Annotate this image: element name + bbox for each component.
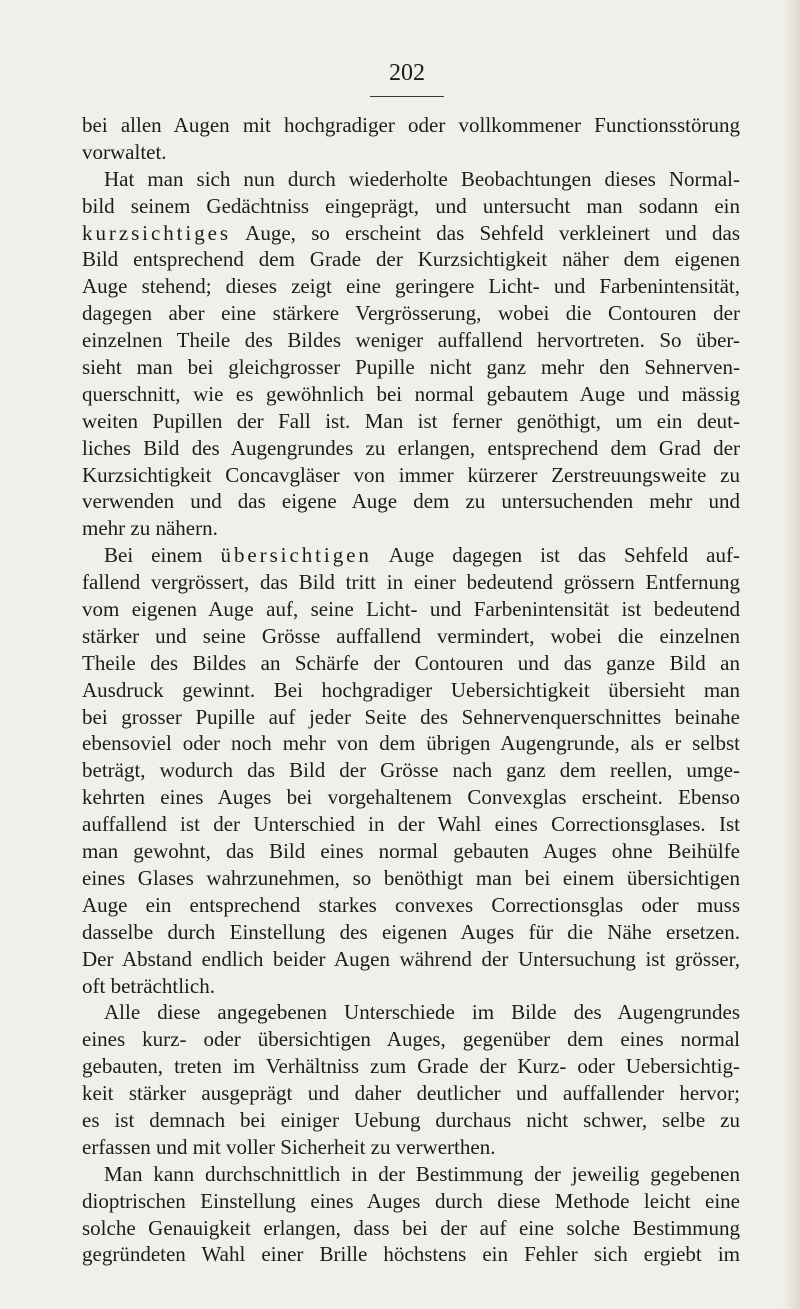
text-line: dasselbe durch Einstellung des eigenen Auges für die Nähe ersetzen. — [82, 919, 740, 944]
text-line: man gewohnt, das Bild eines normal gebauten Auges ohne Beihülfe — [82, 839, 740, 864]
text-line: stärker und seine Grösse auffallend vermindert, wobei die einzelnen — [82, 623, 740, 648]
paragraph — [82, 999, 740, 1160]
text-line: solche Genauigkeit erlangen, dass bei der auf eine solche Bestimmung — [82, 1215, 740, 1240]
page-number: 202 — [389, 60, 425, 86]
text-line: dioptrischen Einstellung eines Auges durch diese Methode leicht eine — [82, 1188, 740, 1213]
text-line: Kurzsichtigkeit Concavgläser von immer kürzerer Zerstreuungsweite zu — [82, 462, 740, 487]
text-line: eines Glases wahrzunehmen, so benöthigt man bei einem übersichtigen — [82, 865, 740, 890]
text-run: Bei einem — [104, 543, 221, 568]
body-text — [82, 112, 740, 1268]
emphasized-term: kurzsichtiges — [82, 220, 232, 245]
text-line: Theile des Bildes an Schärfe der Contouren und das ganze Bild an — [82, 650, 740, 675]
text-line — [82, 542, 740, 569]
page-number-rule — [370, 96, 444, 97]
text-line: Bild entsprechend dem Grade der Kurzsichtigkeit näher dem eigenen — [82, 247, 740, 272]
text-line: eines kurz- oder übersichtigen Auges, gegenüber dem eines normal — [82, 1027, 740, 1052]
text-line: fallend vergrössert, das Bild tritt in einer bedeutend grössern Entfernung — [82, 570, 740, 595]
text-line: bild seinem Gedächtniss eingeprägt, und untersucht man sodann ein — [82, 193, 740, 218]
text-line: bei allen Augen mit hochgradiger oder vollkommener Functionsstörung — [82, 113, 740, 137]
text-line: Der Abstand endlich beider Augen während der Untersuchung ist grösser, — [82, 946, 740, 971]
text-line: auffallend ist der Unterschied in der Wahl eines Correctionsglases. Ist — [82, 812, 740, 837]
text-line: keit stärker ausgeprägt und daher deutlicher und auffallender hervor; — [82, 1081, 740, 1106]
text-line: gegründeten Wahl einer Brille höchstens ein Fehler sich ergiebt im — [82, 1242, 740, 1267]
text-run: Auge dagegen ist das Sehfeld auf- — [371, 543, 740, 568]
text-line: erfassen und mit voller Sicherheit zu verwerthen. — [82, 1134, 496, 1159]
text-run: Auge, so erscheint das Sehfeld verkleinert und das — [231, 220, 740, 245]
text-line: mehr zu nähern. — [82, 516, 218, 541]
text-line: liches Bild des Augengrundes zu erlangen, entsprechend dem Grad der — [82, 435, 740, 460]
text-line: oft beträchtlich. — [82, 973, 215, 998]
text-line: es ist demnach bei einiger Uebung durchaus nicht schwer, selbe zu — [82, 1107, 740, 1132]
text-line: querschnitt, wie es gewöhnlich bei normal gebautem Auge und mässig — [82, 381, 740, 406]
page-edge-shadow — [782, 0, 800, 1309]
text-line: Hat man sich nun durch wiederholte Beobachtungen dieses Normal- — [104, 166, 740, 191]
text-line: sieht man bei gleichgrosser Pupille nicht ganz mehr den Sehnerven- — [82, 355, 740, 380]
paragraph — [82, 112, 740, 166]
text-line: beträgt, wodurch das Bild der Grösse nach ganz dem reellen, umge- — [82, 758, 740, 783]
text-line: Auge ein entsprechend starkes convexes Correctionsglas oder muss — [82, 892, 740, 917]
text-line: kehrten eines Auges bei vorgehaltenem Convexglas erscheint. Ebenso — [82, 785, 740, 810]
text-line — [82, 220, 740, 247]
paragraph — [82, 542, 740, 999]
text-line: Ausdruck gewinnt. Bei hochgradiger Uebersichtigkeit übersieht man — [82, 677, 740, 702]
text-line: ebensoviel oder noch mehr von dem übrigen Augengrunde, als er selbst — [82, 731, 740, 756]
text-line: verwenden und das eigene Auge dem zu untersuchenden mehr und — [82, 489, 740, 514]
text-line: bei grosser Pupille auf jeder Seite des Sehnervenquerschnittes beinahe — [82, 704, 740, 729]
text-line: dagegen aber eine stärkere Vergrösserung, wobei die Contouren der — [82, 301, 740, 326]
text-line: weiten Pupillen der Fall ist. Man ist ferner genöthigt, um ein deut- — [82, 408, 740, 433]
text-line: Auge stehend; dieses zeigt eine geringere Licht- und Farbenintensität, — [82, 274, 740, 299]
text-line: vom eigenen Auge auf, seine Licht- und Farbenintensität ist bedeutend — [82, 597, 740, 622]
text-line: gebauten, treten im Verhältniss zum Grade der Kurz- oder Uebersichtig- — [82, 1054, 740, 1079]
text-line: Alle diese angegebenen Unterschiede im Bilde des Augengrundes — [104, 1000, 740, 1025]
paragraph — [82, 166, 740, 542]
text-line: vorwaltet. — [82, 139, 167, 164]
paragraph — [82, 1161, 740, 1269]
emphasized-term: übersichtigen — [220, 543, 372, 568]
text-line: Man kann durchschnittlich in der Bestimmung der jeweilig gegebenen — [104, 1161, 740, 1186]
text-line: einzelnen Theile des Bildes weniger auffallend hervortreten. So über- — [82, 328, 740, 353]
